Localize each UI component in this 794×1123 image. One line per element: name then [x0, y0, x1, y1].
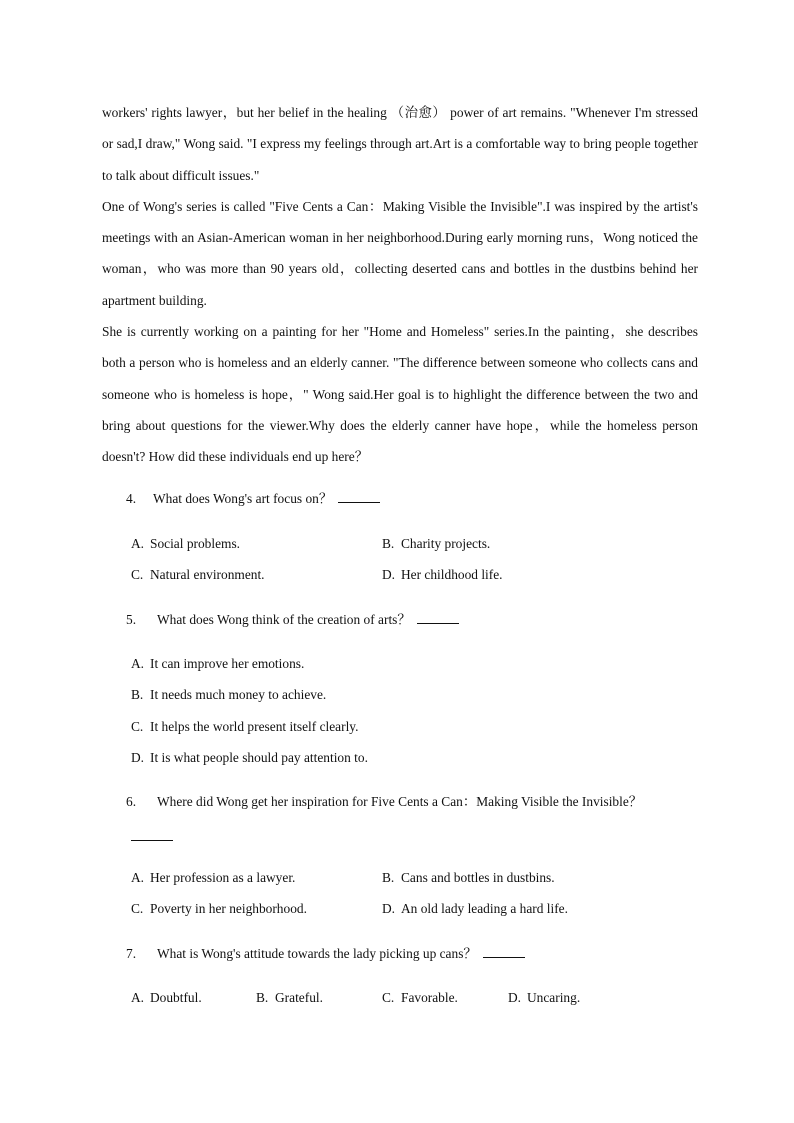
question-text: What does Wong's art focus on？	[153, 491, 333, 506]
option-letter: B.	[131, 687, 144, 702]
question-7-option-d[interactable]	[508, 988, 580, 1008]
answer-blank[interactable]	[338, 490, 380, 503]
question-4-option-c[interactable]	[131, 565, 265, 585]
question-5-option-a[interactable]	[131, 654, 304, 674]
option-letter: D.	[131, 750, 145, 765]
question-7-option-c[interactable]	[382, 988, 458, 1008]
option-text: It needs much money to achieve.	[150, 687, 327, 702]
option-letter: D.	[508, 990, 522, 1005]
question-text: What is Wong's attitude towards the lady picking up cans？	[157, 946, 477, 961]
option-text: Favorable.	[401, 990, 458, 1005]
option-text: Doubtful.	[150, 990, 202, 1005]
passage-paragraph-1: workers' rights lawyer，but her belief in the healing （治愈） power of art remains. "Whenever I'm stressed or sad,I draw," Wong said. "I express my feelings through art.Art is a comfortable way to bring people together to talk about difficult issues."	[102, 105, 698, 183]
option-letter: A.	[131, 990, 145, 1005]
option-letter: A.	[131, 656, 145, 671]
option-text: Poverty in her neighborhood.	[150, 901, 307, 916]
option-text: An old lady leading a hard life.	[401, 901, 568, 916]
option-text: It helps the world present itself clearly.	[150, 719, 359, 734]
option-letter: D.	[382, 901, 396, 916]
question-6-stem	[126, 792, 706, 812]
question-5-option-d[interactable]	[131, 748, 368, 768]
question-7-stem	[126, 944, 706, 964]
option-letter: A.	[131, 536, 145, 551]
question-5-stem	[126, 610, 706, 630]
option-text: Natural environment.	[150, 567, 265, 582]
option-letter: B.	[382, 536, 395, 551]
question-7-option-b[interactable]	[256, 988, 323, 1008]
option-letter: C.	[382, 990, 395, 1005]
question-text: Where did Wong get her inspiration for Five Cents a Can：Making Visible the Invisible？	[157, 794, 643, 809]
option-letter: B.	[256, 990, 269, 1005]
option-letter: C.	[131, 719, 144, 734]
passage-paragraph-3: She is currently working on a painting for her "Home and Homeless" series.In the painting，she describes both a person who is homeless and an elderly canner. "The difference between someone who collects cans and someone who is homeless is hope，" Wong said.Her goal is to highlight the difference between the two and bring about questions for the viewer.Why does the elderly canner have hope，while the homeless person doesn't? How did these individuals end up here？	[102, 324, 698, 465]
option-text: It is what people should pay attention to.	[150, 750, 368, 765]
option-text: It can improve her emotions.	[150, 656, 305, 671]
answer-blank[interactable]	[483, 945, 525, 958]
question-number: 6.	[126, 794, 137, 809]
option-text: Her profession as a lawyer.	[150, 870, 296, 885]
answer-blank[interactable]	[417, 611, 459, 624]
option-letter: A.	[131, 870, 145, 885]
question-4-option-b[interactable]	[382, 534, 490, 554]
option-letter: C.	[131, 901, 144, 916]
option-text: Social problems.	[150, 536, 241, 551]
question-5-option-c[interactable]	[131, 717, 358, 737]
question-number: 4.	[126, 491, 137, 506]
option-letter: C.	[131, 567, 144, 582]
passage-paragraph-2: One of Wong's series is called "Five Cents a Can：Making Visible the Invisible".I was inspired by the artist's meetings with an Asian-American woman in her neighborhood.During early morning runs，Wong noticed the woman，who was more than 90 years old，collecting deserted cans and bottles in the dustbins behind her apartment building.	[102, 198, 698, 308]
answer-blank[interactable]	[131, 840, 173, 841]
option-text: Grateful.	[275, 990, 323, 1005]
question-text: What does Wong think of the creation of arts？	[157, 612, 411, 627]
question-6-option-a[interactable]	[131, 868, 295, 888]
question-6-option-d[interactable]	[382, 899, 568, 919]
option-letter: B.	[382, 870, 395, 885]
question-4-option-a[interactable]	[131, 534, 240, 554]
question-7-option-a[interactable]	[131, 988, 202, 1008]
option-text: Her childhood life.	[401, 567, 503, 582]
question-number: 7.	[126, 946, 137, 961]
option-letter: D.	[382, 567, 396, 582]
option-text: Charity projects.	[401, 536, 491, 551]
option-text: Cans and bottles in dustbins.	[401, 870, 555, 885]
question-6-option-b[interactable]	[382, 868, 555, 888]
question-5-option-b[interactable]	[131, 685, 326, 705]
question-4-stem	[126, 489, 706, 509]
question-number: 5.	[126, 612, 137, 627]
question-4-option-d[interactable]	[382, 565, 503, 585]
option-text: Uncaring.	[527, 990, 581, 1005]
reading-passage	[102, 97, 698, 473]
question-6-option-c[interactable]	[131, 899, 307, 919]
